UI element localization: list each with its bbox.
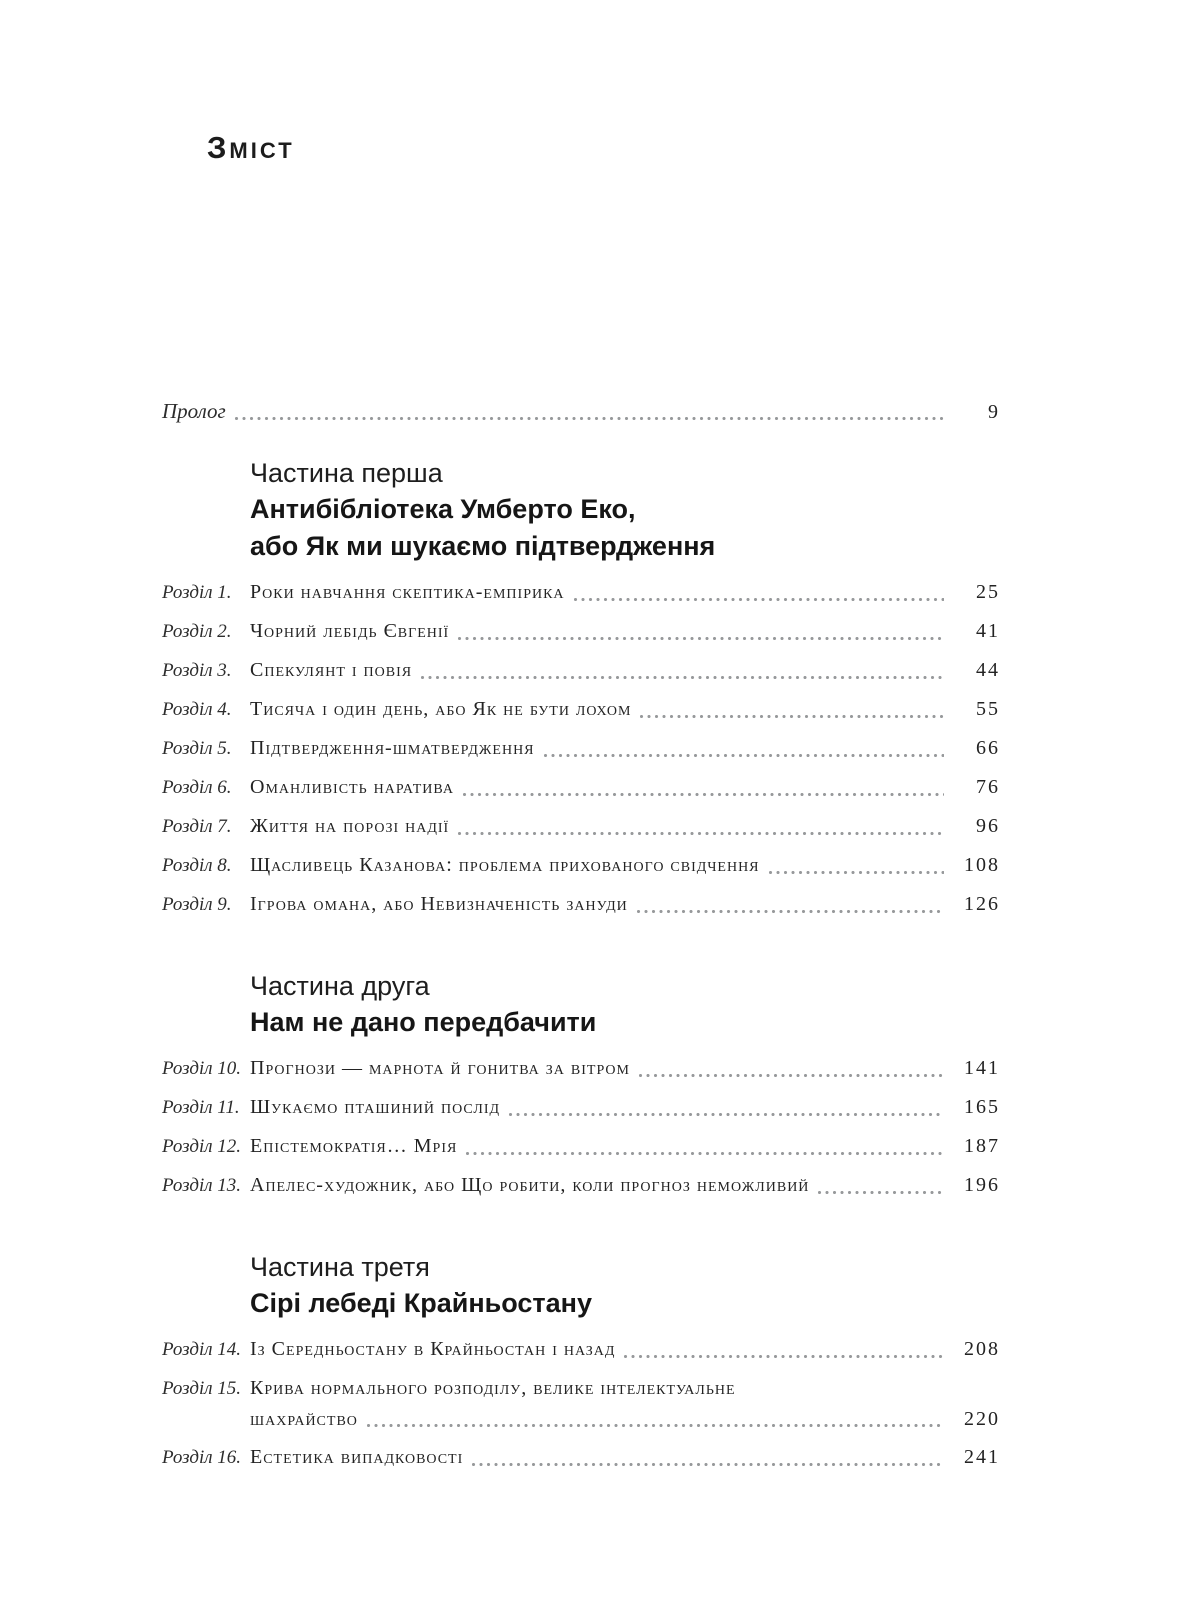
dotted-leader [235,417,944,420]
page-number: 41 [976,620,1000,642]
chapter-label: Розділ 11. [162,1097,240,1118]
page-number: 76 [976,776,1000,798]
chapter-title: Крива нормального розподілу, велике інтелектуальне [250,1377,736,1399]
dotted-leader [458,832,944,835]
toc-entry [162,690,998,729]
page-number: 241 [964,1446,1000,1468]
dotted-leader [818,1191,944,1194]
page-number: 44 [976,659,1000,681]
part-kicker: Частина перша [250,458,443,488]
chapter-label: Розділ 12. [162,1136,242,1157]
toc-entry [162,1330,998,1369]
chapter-label: Розділ 7. [162,816,232,837]
toc-entry [162,573,998,612]
toc-entry [162,807,998,846]
part-header-1 [250,455,998,565]
chapter-title: Роки навчання скептика-емпірика [250,581,565,603]
dotted-leader [574,598,944,601]
dotted-leader [367,1424,944,1427]
chapter-title: Прогнози — марнота й гонитва за вітром [250,1057,630,1079]
dotted-leader [624,1355,944,1358]
toc-entry [162,1127,998,1166]
page-number: 66 [976,737,1000,759]
chapter-label: Розділ 3. [162,660,232,681]
toc-entry [162,1049,998,1088]
chapter-title: Естетика випадковості [250,1446,464,1468]
chapter-title: Епістемократія… Мрія [250,1135,458,1157]
page-number: 220 [964,1408,1000,1430]
chapter-label: Розділ 5. [162,738,232,759]
dotted-leader [544,754,944,757]
chapter-title: Оманливість наратива [250,776,454,798]
chapter-label: Розділ 15. [162,1378,242,1399]
chapter-title: Підтвердження-шматвердження [250,737,535,759]
toc-entry [162,1438,998,1477]
chapter-title: Чорний лебідь Євгенії [250,620,450,642]
toc-entry-line [162,1376,998,1401]
dotted-leader [472,1463,944,1466]
dotted-leader [640,715,944,718]
dotted-leader [458,637,944,640]
chapter-title: Шукаємо пташиний послід [250,1096,501,1118]
chapter-label: Розділ 9. [162,894,232,915]
toc-entry [162,729,998,768]
dotted-leader [637,910,944,913]
chapter-title: Апелес-художник, або Що робити, коли прогноз неможливий [250,1174,810,1196]
chapter-label: Розділ 13. [162,1175,242,1196]
page-number: 165 [964,1096,1000,1118]
part-kicker: Частина третя [250,1252,430,1282]
chapter-title: Ігрова омана, або Невизначеність зануди [250,893,628,915]
page-number: 126 [964,893,1000,915]
dotted-leader [466,1152,944,1155]
part-header-2 [250,968,998,1041]
chapter-label: Розділ 1. [162,582,232,603]
part-title-line: Сірі лебеді Крайньостану [250,1288,592,1318]
toc-entry [162,846,998,885]
part-header-3 [250,1249,998,1322]
toc-entry-prolog [162,392,998,431]
page-number: 25 [976,581,1000,603]
page-number: 9 [988,401,1000,423]
chapter-title: Щасливець Казанова: проблема прихованого свідчення [250,854,760,876]
part-kicker: Частина друга [250,971,430,1001]
dotted-leader [463,793,944,796]
toc-entry [162,1166,998,1205]
part-title-line: Нам не дано передбачити [250,1007,597,1037]
dotted-leader [421,676,944,679]
chapter-title-continued: шахрайство [250,1408,358,1430]
toc-entry-two-line [162,1369,998,1438]
part-title-line: Антибібліотека Умберто Еко, [250,494,636,524]
chapter-label: Розділ 16. [162,1447,242,1468]
prolog-label: Пролог [162,399,226,423]
page-number: 196 [964,1174,1000,1196]
chapter-label: Розділ 10. [162,1058,242,1079]
chapter-title: Із Середньостану в Крайньостан і назад [250,1338,616,1360]
page-number: 108 [964,854,1000,876]
dotted-leader [509,1113,944,1116]
page-title: Зміст [207,130,295,165]
chapter-label: Розділ 2. [162,621,232,642]
page-number: 187 [964,1135,1000,1157]
toc-page [162,0,998,1477]
chapter-label: Розділ 8. [162,855,232,876]
chapter-title: Спекулянт і повія [250,659,413,681]
chapter-label: Розділ 14. [162,1339,242,1360]
page-number: 96 [976,815,1000,837]
toc-entry [162,1088,998,1127]
chapter-title: Тисяча і один день, або Як не бути лохом [250,698,632,720]
chapter-label: Розділ 4. [162,699,232,720]
toc-entry [162,885,998,924]
part-title-line: або Як ми шукаємо підтвердження [250,531,716,561]
page-number: 55 [976,698,1000,720]
dotted-leader [769,871,944,874]
chapter-label: Розділ 6. [162,777,232,798]
toc-entry-line [162,1407,998,1431]
dotted-leader [639,1074,944,1077]
toc-entry [162,768,998,807]
page-number: 208 [964,1338,1000,1360]
chapter-title: Життя на порозі надії [250,815,450,837]
toc-entry [162,651,998,690]
toc-entry [162,612,998,651]
page-number: 141 [964,1057,1000,1079]
